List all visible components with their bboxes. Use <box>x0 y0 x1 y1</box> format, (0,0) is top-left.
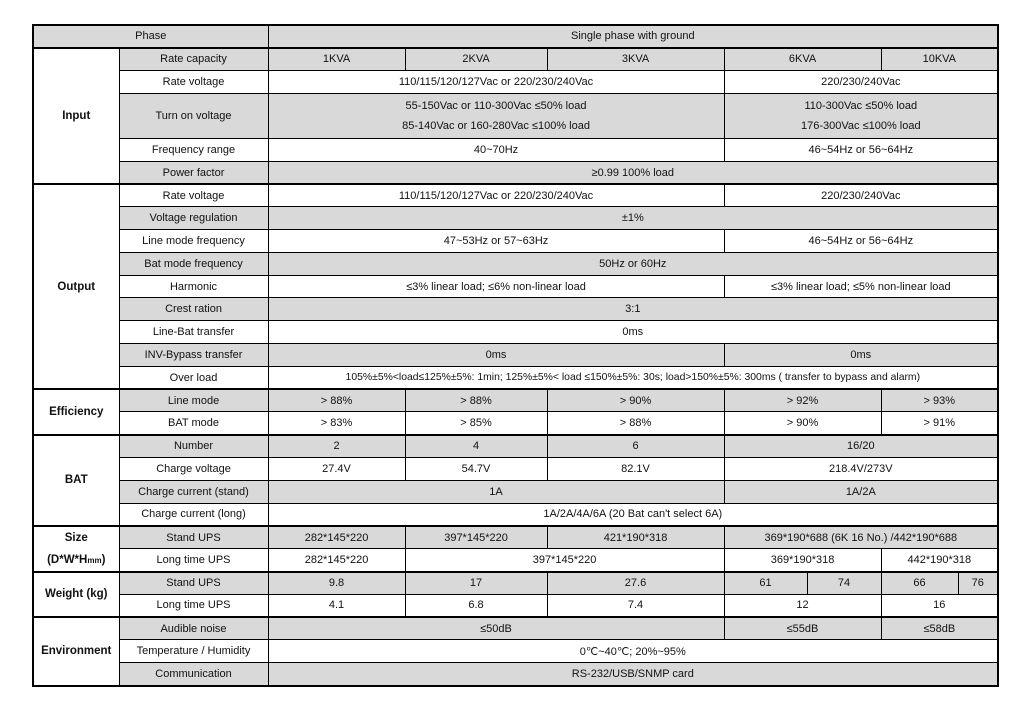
row-phase <box>33 25 998 48</box>
over-load-label: Over load <box>119 366 268 389</box>
row-crest-ration <box>33 298 998 321</box>
bat-number-1kva: 2 <box>268 435 405 458</box>
line-mode-frequency-low: 47~53Hz or 57~63Hz <box>268 230 724 253</box>
size-long-1kva: 282*145*220 <box>268 549 405 572</box>
efficiency-bat-label: BAT mode <box>119 412 268 435</box>
row-power-factor <box>33 161 998 184</box>
weight-stand-6kva-b: 74 <box>807 572 881 595</box>
efficiency-bat-1kva: > 83% <box>268 412 405 435</box>
harmonic-high: ≤3% linear load; ≤5% non-linear load <box>724 275 998 298</box>
bat-number-2kva: 4 <box>405 435 547 458</box>
temperature-humidity-value: 0℃~40℃; 20%~95% <box>268 640 998 663</box>
turn-on-voltage-label: Turn on voltage <box>119 93 268 138</box>
charge-voltage-label: Charge voltage <box>119 458 268 481</box>
phase-label: Phase <box>33 25 268 48</box>
audible-noise-label: Audible noise <box>119 617 268 640</box>
rate-capacity-label: Rate capacity <box>119 48 268 71</box>
size-dims: (D*W*H <box>47 553 88 566</box>
weight-long-label: Long time UPS <box>119 594 268 617</box>
weight-long-6kva: 12 <box>724 594 881 617</box>
capacity-1kva: 1KVA <box>268 48 405 71</box>
efficiency-line-10kva: > 93% <box>881 389 998 412</box>
size-long-2-3kva: 397*145*220 <box>405 549 724 572</box>
row-efficiency-line <box>33 389 998 412</box>
weight-stand-label: Stand UPS <box>119 572 268 595</box>
size-unit: mm <box>87 555 102 565</box>
output-rate-voltage-label: Rate voltage <box>119 184 268 207</box>
row-charge-voltage <box>33 458 998 481</box>
input-rate-voltage-low: 110/115/120/127Vac or 220/230/240Vac <box>268 71 724 94</box>
line-bat-transfer-label: Line-Bat transfer <box>119 321 268 344</box>
efficiency-bat-6kva: > 90% <box>724 412 881 435</box>
bat-mode-frequency-label: Bat mode frequency <box>119 252 268 275</box>
size-long-label: Long time UPS <box>119 549 268 572</box>
bat-number-label: Number <box>119 435 268 458</box>
row-weight-stand <box>33 572 998 595</box>
weight-long-3kva: 7.4 <box>547 594 724 617</box>
voltage-regulation-label: Voltage regulation <box>119 207 268 230</box>
row-weight-long <box>33 594 998 617</box>
voltage-regulation-value: ±1% <box>268 207 998 230</box>
bat-number-high: 16/20 <box>724 435 998 458</box>
size-close-paren: ) <box>101 553 106 566</box>
size-stand-high: 369*190*688 (6K 16 No.) /442*190*688 <box>724 526 998 549</box>
row-efficiency-bat <box>33 412 998 435</box>
charge-voltage-2kva: 54.7V <box>405 458 547 481</box>
charge-voltage-high: 218.4V/273V <box>724 458 998 481</box>
charge-current-stand-high: 1A/2A <box>724 480 998 503</box>
row-size-stand <box>33 526 998 549</box>
inv-bypass-transfer-label: INV-Bypass transfer <box>119 344 268 367</box>
weight-stand-10kva-a: 66 <box>881 572 958 595</box>
frequency-range-label: Frequency range <box>119 138 268 161</box>
crest-ration-value: 3:1 <box>268 298 998 321</box>
weight-long-1kva: 4.1 <box>268 594 405 617</box>
charge-current-stand-label: Charge current (stand) <box>119 480 268 503</box>
row-charge-current-long <box>33 503 998 526</box>
category-efficiency: Efficiency <box>33 389 119 435</box>
weight-long-10kva: 16 <box>881 594 998 617</box>
category-weight: Weight (kg) <box>33 572 119 618</box>
input-rate-voltage-high: 220/230/240Vac <box>724 71 998 94</box>
size-stand-label: Stand UPS <box>119 526 268 549</box>
row-input-rate-voltage <box>33 71 998 94</box>
size-stand-2kva: 397*145*220 <box>405 526 547 549</box>
turn-on-voltage-high <box>724 93 998 138</box>
row-over-load <box>33 366 998 389</box>
power-factor-value: ≥0.99 100% load <box>268 161 998 184</box>
phase-value: Single phase with ground <box>268 25 998 48</box>
audible-noise-low: ≤50dB <box>268 617 724 640</box>
harmonic-label: Harmonic <box>119 275 268 298</box>
row-harmonic <box>33 275 998 298</box>
crest-ration-label: Crest ration <box>119 298 268 321</box>
category-output: Output <box>33 184 119 389</box>
size-unit-label <box>33 549 119 572</box>
efficiency-line-3kva: > 90% <box>547 389 724 412</box>
weight-stand-1kva: 9.8 <box>268 572 405 595</box>
inv-bypass-transfer-low: 0ms <box>268 344 724 367</box>
communication-label: Communication <box>119 663 268 686</box>
power-factor-label: Power factor <box>119 161 268 184</box>
audible-noise-10kva: ≤58dB <box>881 617 998 640</box>
efficiency-bat-2kva: > 85% <box>405 412 547 435</box>
charge-current-long-value: 1A/2A/4A/6A (20 Bat can't select 6A) <box>268 503 998 526</box>
category-input: Input <box>33 48 119 184</box>
capacity-10kva: 10KVA <box>881 48 998 71</box>
charge-current-long-label: Charge current (long) <box>119 503 268 526</box>
row-charge-current-stand <box>33 480 998 503</box>
capacity-2kva: 2KVA <box>405 48 547 71</box>
line-bat-transfer-value: 0ms <box>268 321 998 344</box>
turn-on-voltage-high-line1: 110-300Vac ≤50% load <box>804 99 918 112</box>
capacity-6kva: 6KVA <box>724 48 881 71</box>
line-mode-frequency-high: 46~54Hz or 56~64Hz <box>724 230 998 253</box>
line-mode-frequency-label: Line mode frequency <box>119 230 268 253</box>
audible-noise-6kva: ≤55dB <box>724 617 881 640</box>
efficiency-line-label: Line mode <box>119 389 268 412</box>
size-long-6kva: 369*190*318 <box>724 549 881 572</box>
frequency-range-low: 40~70Hz <box>268 138 724 161</box>
category-environment: Environment <box>33 617 119 685</box>
weight-stand-6kva-a: 61 <box>724 572 807 595</box>
efficiency-line-1kva: > 88% <box>268 389 405 412</box>
weight-long-2kva: 6.8 <box>405 594 547 617</box>
turn-on-voltage-low-line2: 85-140Vac or 160-280Vac ≤100% load <box>402 119 590 132</box>
output-rate-voltage-high: 220/230/240Vac <box>724 184 998 207</box>
row-frequency-range <box>33 138 998 161</box>
temperature-humidity-label: Temperature / Humidity <box>119 640 268 663</box>
turn-on-voltage-high-line2: 176-300Vac ≤100% load <box>801 119 921 132</box>
row-output-rate-voltage <box>33 184 998 207</box>
capacity-3kva: 3KVA <box>547 48 724 71</box>
row-bat-mode-frequency <box>33 252 998 275</box>
efficiency-line-2kva: > 88% <box>405 389 547 412</box>
over-load-value: 105%±5%<load≤125%±5%: 1min; 125%±5%< load ≤150%±5%: 30s; load>150%±5%: 300ms ( transfer to bypass and alarm) <box>268 366 998 389</box>
weight-stand-2kva: 17 <box>405 572 547 595</box>
charge-voltage-3kva: 82.1V <box>547 458 724 481</box>
turn-on-voltage-low-line1: 55-150Vac or 110-300Vac ≤50% load <box>405 99 587 112</box>
size-stand-1kva: 282*145*220 <box>268 526 405 549</box>
row-inv-bypass-transfer <box>33 344 998 367</box>
row-line-mode-frequency <box>33 230 998 253</box>
row-rate-capacity <box>33 48 998 71</box>
size-stand-3kva: 421*190*318 <box>547 526 724 549</box>
efficiency-bat-10kva: > 91% <box>881 412 998 435</box>
bat-mode-frequency-value: 50Hz or 60Hz <box>268 252 998 275</box>
row-communication <box>33 663 998 686</box>
row-voltage-regulation <box>33 207 998 230</box>
category-bat: BAT <box>33 435 119 526</box>
size-long-10kva: 442*190*318 <box>881 549 998 572</box>
input-rate-voltage-label: Rate voltage <box>119 71 268 94</box>
category-size: Size <box>33 526 119 549</box>
bat-number-3kva: 6 <box>547 435 724 458</box>
row-size-long <box>33 549 998 572</box>
charge-current-stand-low: 1A <box>268 480 724 503</box>
row-bat-number <box>33 435 998 458</box>
efficiency-bat-3kva: > 88% <box>547 412 724 435</box>
ups-spec-table <box>32 24 999 687</box>
row-line-bat-transfer <box>33 321 998 344</box>
frequency-range-high: 46~54Hz or 56~64Hz <box>724 138 998 161</box>
turn-on-voltage-low <box>268 93 724 138</box>
communication-value: RS-232/USB/SNMP card <box>268 663 998 686</box>
row-audible-noise <box>33 617 998 640</box>
row-turn-on-voltage <box>33 93 998 138</box>
output-rate-voltage-low: 110/115/120/127Vac or 220/230/240Vac <box>268 184 724 207</box>
weight-stand-3kva: 27.6 <box>547 572 724 595</box>
harmonic-low: ≤3% linear load; ≤6% non-linear load <box>268 275 724 298</box>
charge-voltage-1kva: 27.4V <box>268 458 405 481</box>
weight-stand-10kva-b: 76 <box>958 572 998 595</box>
row-temperature-humidity <box>33 640 998 663</box>
efficiency-line-6kva: > 92% <box>724 389 881 412</box>
inv-bypass-transfer-high: 0ms <box>724 344 998 367</box>
